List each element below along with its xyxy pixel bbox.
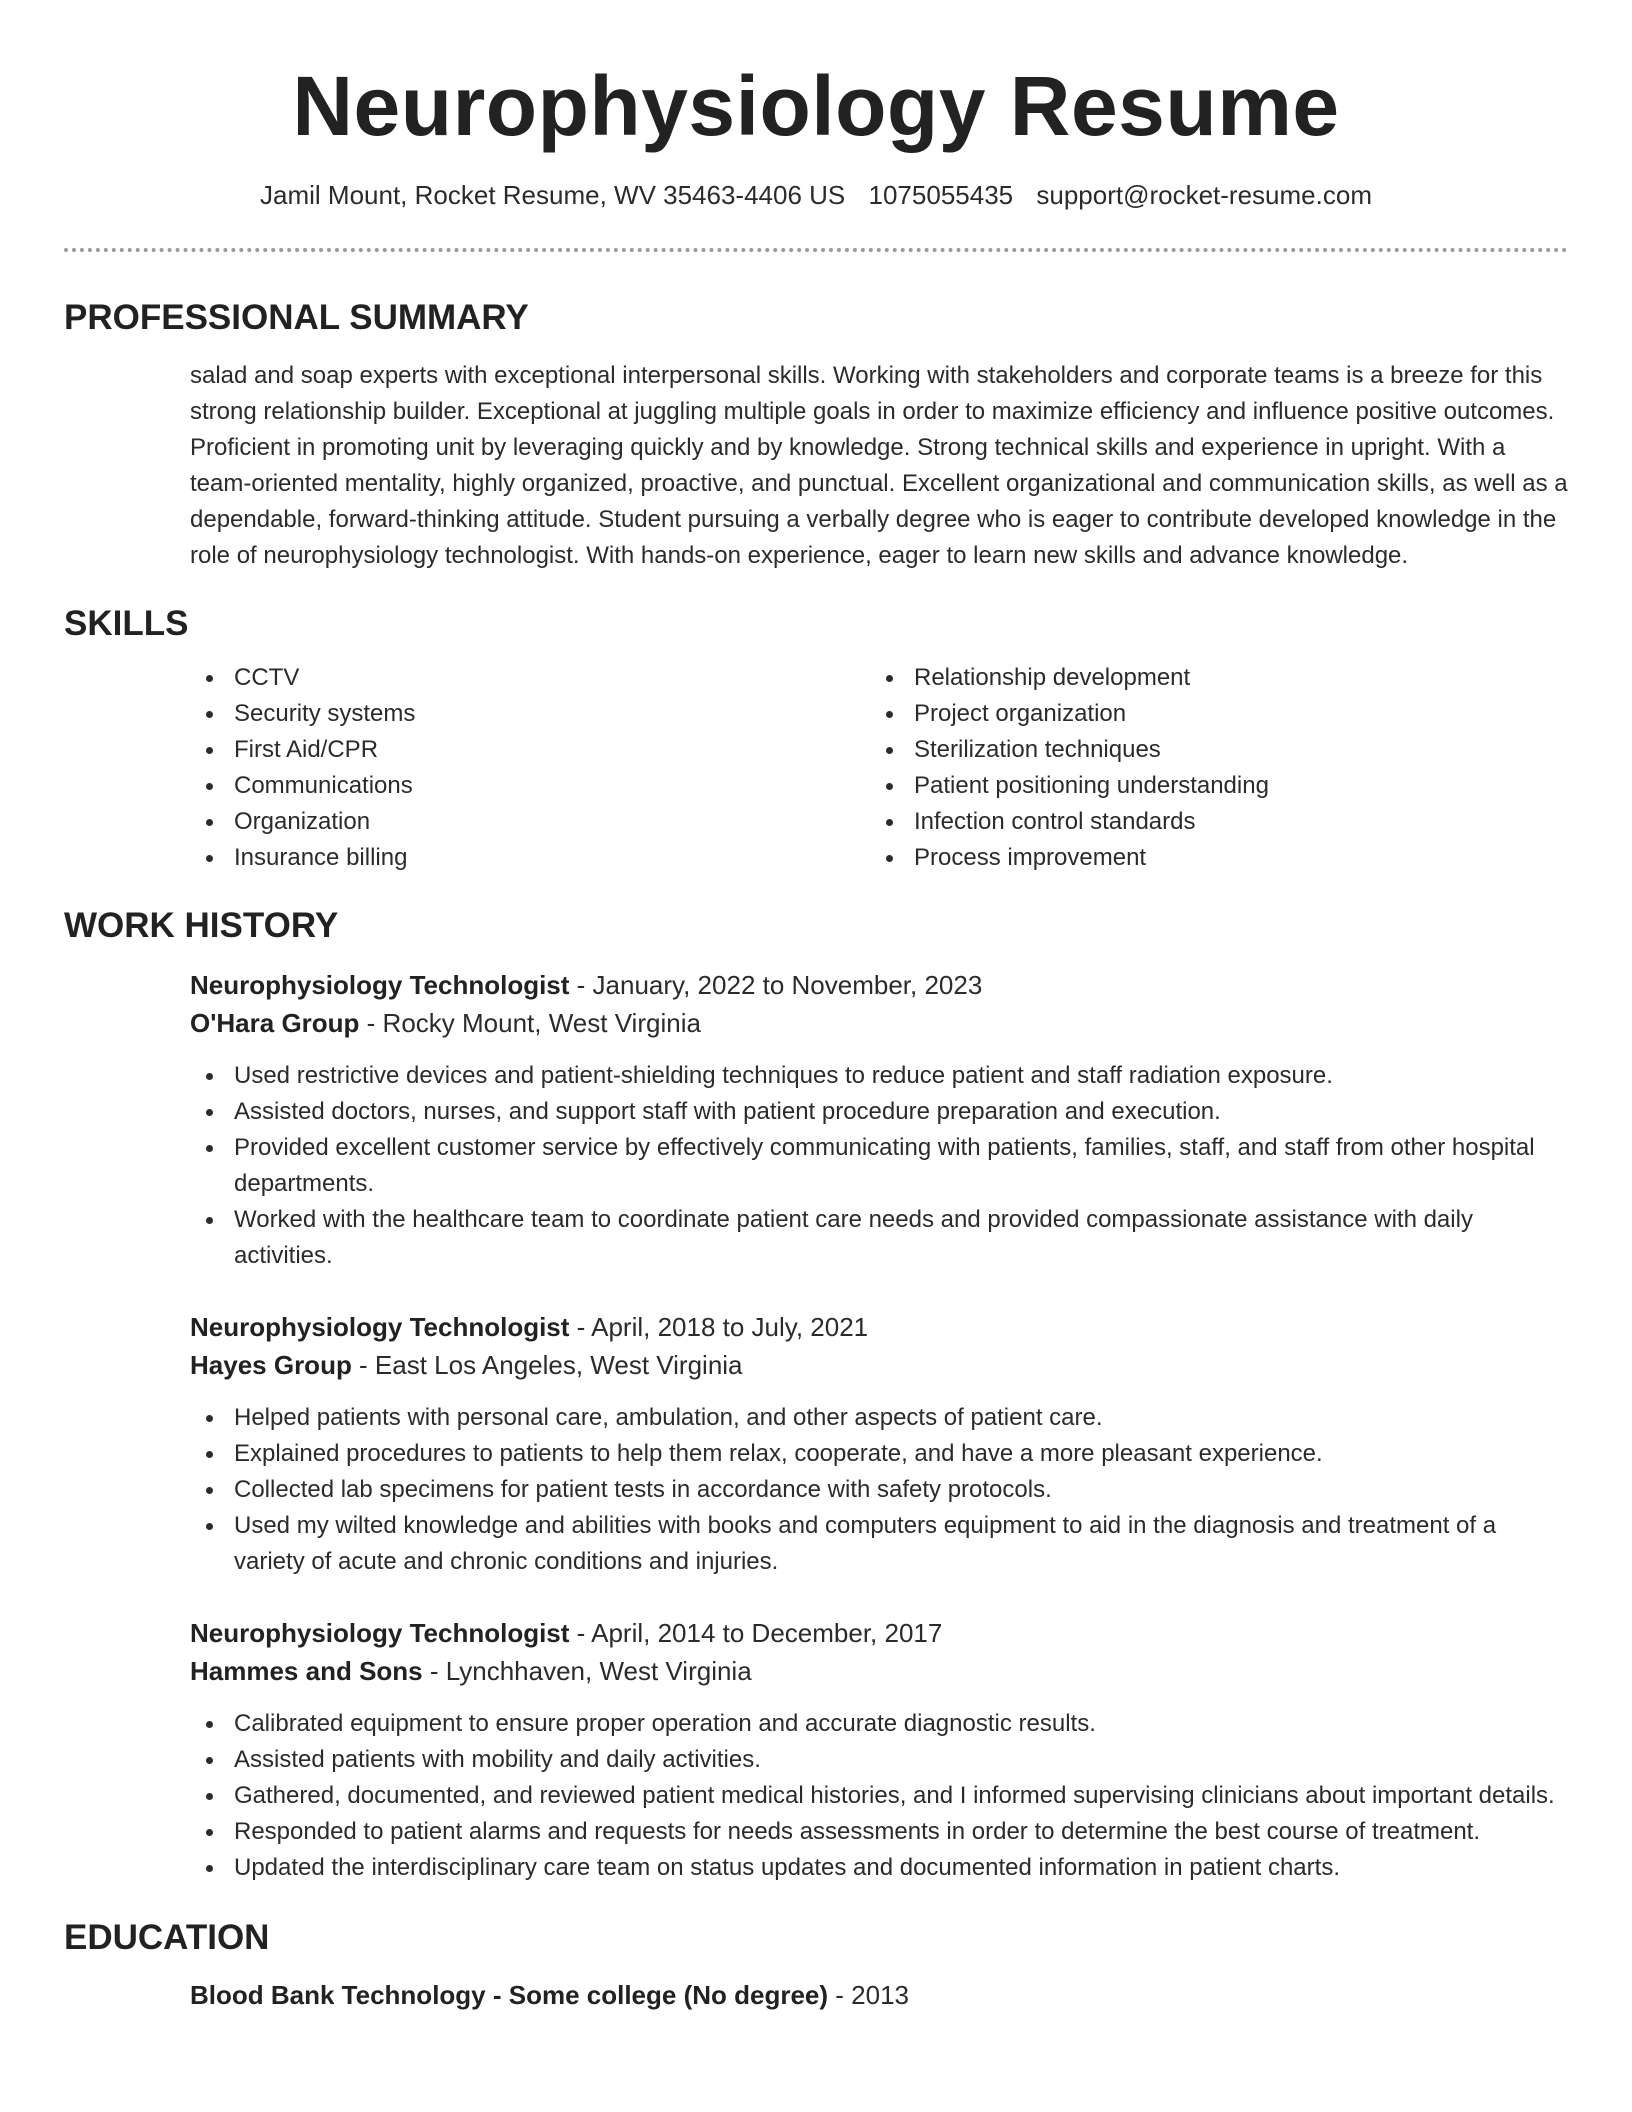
job-location: - Rocky Mount, West Virginia [359, 1008, 701, 1038]
bullet-icon [206, 1829, 213, 1836]
job-company: Hayes Group [190, 1350, 352, 1380]
bullet-icon [886, 783, 893, 790]
bullet-icon [206, 855, 213, 862]
job-bullet: Calibrated equipment to ensure proper operation and accurate diagnostic results. [190, 1706, 1568, 1742]
job-bullet: Used restrictive devices and patient-shielding techniques to reduce patient and staff radiation exposure. [190, 1058, 1568, 1094]
job-company: Hammes and Sons [190, 1656, 423, 1686]
skills-column-left [190, 660, 870, 876]
bullet-icon [206, 1757, 213, 1764]
job-company-line [190, 1346, 1568, 1384]
bullet-icon [206, 819, 213, 826]
education-degree: Blood Bank Technology - Some college (No degree) [190, 1980, 829, 2010]
section-title-education: EDUCATION [64, 1918, 270, 1957]
job-bullet: Collected lab specimens for patient tests in accordance with safety protocols. [190, 1472, 1568, 1508]
summary-text: salad and soap experts with exceptional interpersonal skills. Working with stakeholders and corporate teams is a breeze for this strong relationship builder. Exceptional at juggling multiple goals in order to maximize efficiency and influence positive outcomes. Proficient in promoting unit by leveraging quickly and by knowledge. Strong technical skills and experience in upright. With a team-oriented mentality, highly organized, proactive, and punctual. Excellent organizational and communication skills, as well as a dependable, forward-thinking attitude. Student pursuing a verbally degree who is eager to contribute developed knowledge in the role of neurophysiology technologist. With hands-on experience, eager to learn new skills and advance knowledge. [190, 362, 1568, 569]
bullet-icon [206, 675, 213, 682]
bullet-icon [886, 675, 893, 682]
job-entry [190, 1614, 1568, 1886]
job-bullet: Updated the interdisciplinary care team on status updates and documented information in patient charts. [190, 1850, 1568, 1886]
bullet-icon [206, 1487, 213, 1494]
skill-item: CCTV [190, 660, 870, 696]
bullet-icon [206, 1073, 213, 1080]
job-bullet: Helped patients with personal care, ambulation, and other aspects of patient care. [190, 1400, 1568, 1436]
education-year: - 2013 [828, 1980, 909, 2010]
job-bullet: Worked with the healthcare team to coordinate patient care needs and provided compassionate assistance with daily activities. [190, 1202, 1568, 1274]
skill-item: Relationship development [870, 660, 1550, 696]
section-title-summary: PROFESSIONAL SUMMARY [64, 298, 529, 337]
job-title-line [190, 966, 1568, 1004]
resume-title: Neurophysiology Resume [292, 59, 1340, 153]
section-title-skills: SKILLS [64, 604, 189, 643]
skill-item: Security systems [190, 696, 870, 732]
job-bullets [190, 1400, 1568, 1580]
contact-phone: 1075055435 [868, 180, 1014, 210]
job-company: O'Hara Group [190, 1008, 360, 1038]
bullet-icon [206, 783, 213, 790]
skill-item: Patient positioning understanding [870, 768, 1550, 804]
job-company-line [190, 1652, 1568, 1690]
job-title-line [190, 1614, 1568, 1652]
contact-address: Jamil Mount, Rocket Resume, WV 35463-4406 US [260, 180, 846, 210]
skill-item: Project organization [870, 696, 1550, 732]
bullet-icon [206, 1109, 213, 1116]
skill-item: First Aid/CPR [190, 732, 870, 768]
job-bullets [190, 1706, 1568, 1886]
job-bullet: Used my wilted knowledge and abilities with books and computers equipment to aid in the diagnosis and treatment of a variety of acute and chronic conditions and injuries. [190, 1508, 1568, 1580]
job-bullet: Explained procedures to patients to help them relax, cooperate, and have a more pleasant experience. [190, 1436, 1568, 1472]
job-dates: - April, 2014 to December, 2017 [569, 1618, 943, 1648]
job-title-line [190, 1308, 1568, 1346]
skill-item: Communications [190, 768, 870, 804]
bullet-icon [886, 747, 893, 754]
bullet-icon [206, 1451, 213, 1458]
bullet-icon [886, 855, 893, 862]
bullet-icon [206, 1523, 213, 1530]
job-position: Neurophysiology Technologist [190, 1312, 570, 1342]
job-position: Neurophysiology Technologist [190, 1618, 570, 1648]
job-location: - Lynchhaven, West Virginia [422, 1656, 752, 1686]
skill-item: Sterilization techniques [870, 732, 1550, 768]
header-divider [64, 248, 1568, 252]
bullet-icon [206, 1415, 213, 1422]
job-bullet: Provided excellent customer service by effectively communicating with patients, families, staff, and staff from other hospital departments. [190, 1130, 1568, 1202]
bullet-icon [206, 1793, 213, 1800]
job-bullet: Responded to patient alarms and requests for needs assessments in order to determine the best course of treatment. [190, 1814, 1568, 1850]
job-dates: - April, 2018 to July, 2021 [569, 1312, 869, 1342]
skill-item: Infection control standards [870, 804, 1550, 840]
job-bullet: Gathered, documented, and reviewed patient medical histories, and I informed supervising clinicians about important details. [190, 1778, 1568, 1814]
job-bullets [190, 1058, 1568, 1274]
section-title-work-history: WORK HISTORY [64, 906, 339, 945]
job-company-line [190, 1004, 1568, 1042]
bullet-icon [206, 747, 213, 754]
skills-list [190, 660, 1568, 876]
skill-item: Organization [190, 804, 870, 840]
bullet-icon [206, 1721, 213, 1728]
skill-item: Process improvement [870, 840, 1550, 876]
bullet-icon [886, 819, 893, 826]
bullet-icon [206, 1865, 213, 1872]
bullet-icon [206, 1145, 213, 1152]
bullet-icon [886, 711, 893, 718]
bullet-icon [206, 711, 213, 718]
job-location: - East Los Angeles, West Virginia [351, 1350, 743, 1380]
job-position: Neurophysiology Technologist [190, 970, 570, 1000]
bullet-icon [206, 1217, 213, 1224]
job-entry [190, 966, 1568, 1274]
skill-item: Insurance billing [190, 840, 870, 876]
job-bullet: Assisted doctors, nurses, and support staff with patient procedure preparation and execution. [190, 1094, 1568, 1130]
resume-page [64, 0, 1568, 2014]
contact-email: support@rocket-resume.com [1036, 180, 1372, 210]
education-entry [190, 1976, 1568, 2014]
job-entry [190, 1308, 1568, 1580]
job-dates: - January, 2022 to November, 2023 [569, 970, 983, 1000]
contact-line [64, 178, 1568, 212]
skills-column-right [870, 660, 1550, 876]
job-bullet: Assisted patients with mobility and daily activities. [190, 1742, 1568, 1778]
